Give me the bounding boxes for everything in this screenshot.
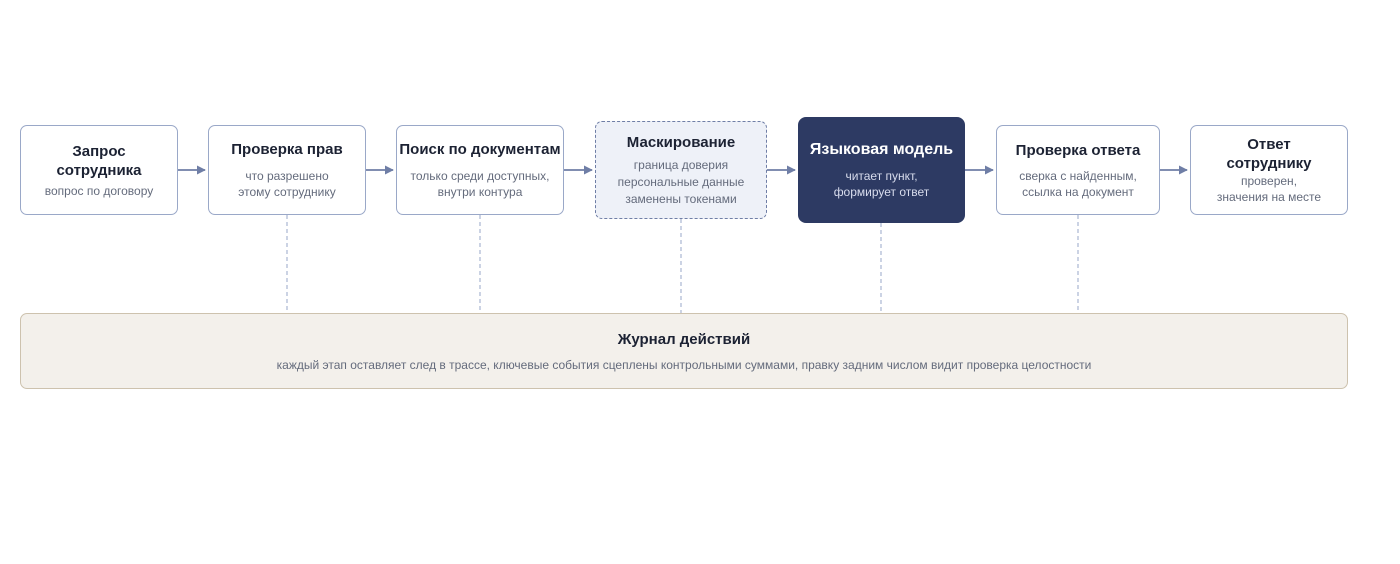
- step-subtitle: граница доверия персональные данные заменены токенами: [617, 157, 745, 206]
- step-subtitle: сверка с найденным, ссылка на документ: [1019, 168, 1137, 199]
- step-rights-check: [208, 125, 366, 215]
- step-title: Ответ сотруднику: [1226, 136, 1312, 172]
- step-title: Проверка ответа: [1015, 141, 1141, 159]
- step-subtitle: проверен, значения на месте: [1216, 174, 1322, 204]
- step-employee-request: [20, 125, 178, 215]
- journal-links: [287, 215, 1078, 313]
- action-journal: [20, 313, 1348, 389]
- step-subtitle: вопрос по договору: [44, 183, 154, 198]
- step-title: Проверка прав: [231, 141, 343, 158]
- step-subtitle: читает пункт, формирует ответ: [833, 169, 930, 199]
- step-employee-answer: [1190, 125, 1348, 215]
- step-title: Запрос сотрудника: [56, 142, 142, 179]
- journal-title: Журнал действий: [617, 330, 751, 348]
- step-masking: [595, 121, 767, 219]
- step-answer-check: [996, 125, 1160, 215]
- step-title: Маскирование: [626, 133, 736, 151]
- step-title: Языковая модель: [809, 141, 954, 158]
- step-subtitle: что разрешено этому сотруднику: [238, 169, 336, 199]
- step-title: Поиск по документам: [399, 141, 561, 158]
- step-language-model: [798, 117, 965, 223]
- step-document-search: [396, 125, 564, 215]
- journal-subtitle: каждый этап оставляет след в трассе, ключевые события сцеплены контрольными суммами, правку задним числом видит проверка целостности: [276, 357, 1092, 372]
- step-subtitle: только среди доступных, внутри контура: [410, 169, 550, 199]
